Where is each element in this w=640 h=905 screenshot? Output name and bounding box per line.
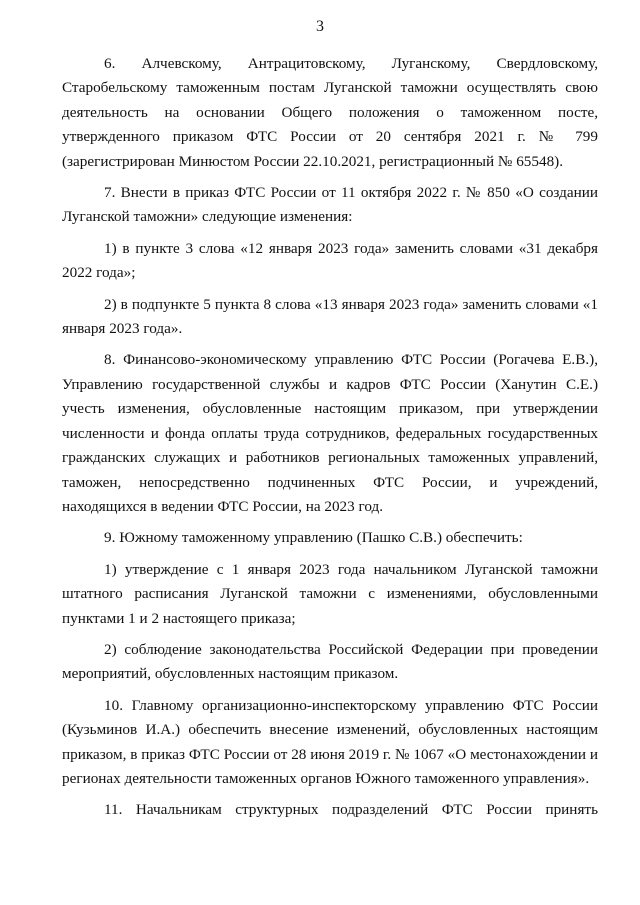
document-body: [62, 52, 598, 823]
paragraph-item-8: 8. Финансово-экономическому управлению ФТС России (Рогачева Е.В.), Управлению государственной службы и кадров ФТС России (Ханутин С.Е.) учесть изменения, обусловленные настоящим приказом, при утверждении численности и фонда оплаты труда сотрудников, федеральных государственных гражданских служащих и работников региональных таможенных управлений, таможен, непосредственно подчиненных ФТС России, и учреждений, находящихся в ведении ФТС России, на 2023 год.: [62, 351, 598, 515]
paragraph-item-6: 6. Алчевскому, Антрацитовскому, Луганскому, Свердловскому, Старобельскому таможенным постам Луганской таможни осуществлять свою деятельность на основании Общего положения о таможенном посте, утвержденного приказом ФТС России от 20 сентября 2021 г. № 799 (зарегистрирован Минюстом России 22.10.2021, регистрационный № 65548).: [62, 55, 598, 170]
page-number: 3: [316, 18, 324, 35]
paragraph-item-7-2: 2) в подпункте 5 пункта 8 слова «13 января 2023 года» заменить словами «1 января 2023 года».: [62, 295, 598, 338]
paragraph-item-10: 10. Главному организационно-инспекторскому управлению ФТС России (Кузьминов И.А.) обеспечить внесение изменений, обусловленных настоящим приказом, в приказ ФТС России от 28 июня 2019 г. № 1067 «О местонахождении и регионах деятельности таможенных органов Южного таможенного управления».: [62, 696, 598, 787]
paragraph-item-7-1: 1) в пункте 3 слова «12 января 2023 года» заменить словами «31 декабря 2022 года»;: [62, 239, 598, 282]
paragraph-item-9: 9. Южному таможенному управлению (Пашко С.В.) обеспечить:: [104, 529, 523, 547]
paragraph-item-9-1: 1) утверждение с 1 января 2023 года начальником Луганской таможни штатного расписания Луганской таможни с изменениями, обусловленными пунктами 1 и 2 настоящего приказа;: [62, 560, 598, 627]
paragraph-item-7: 7. Внести в приказ ФТС России от 11 октября 2022 г. № 850 «О создании Луганской таможни» следующие изменения:: [62, 184, 598, 226]
paragraph-item-11: 11. Начальникам структурных подразделений ФТС России принять: [104, 801, 598, 819]
paragraph-item-9-2: 2) соблюдение законодательства Российской Федерации при проведении мероприятий, обусловленных настоящим приказом.: [62, 640, 598, 683]
